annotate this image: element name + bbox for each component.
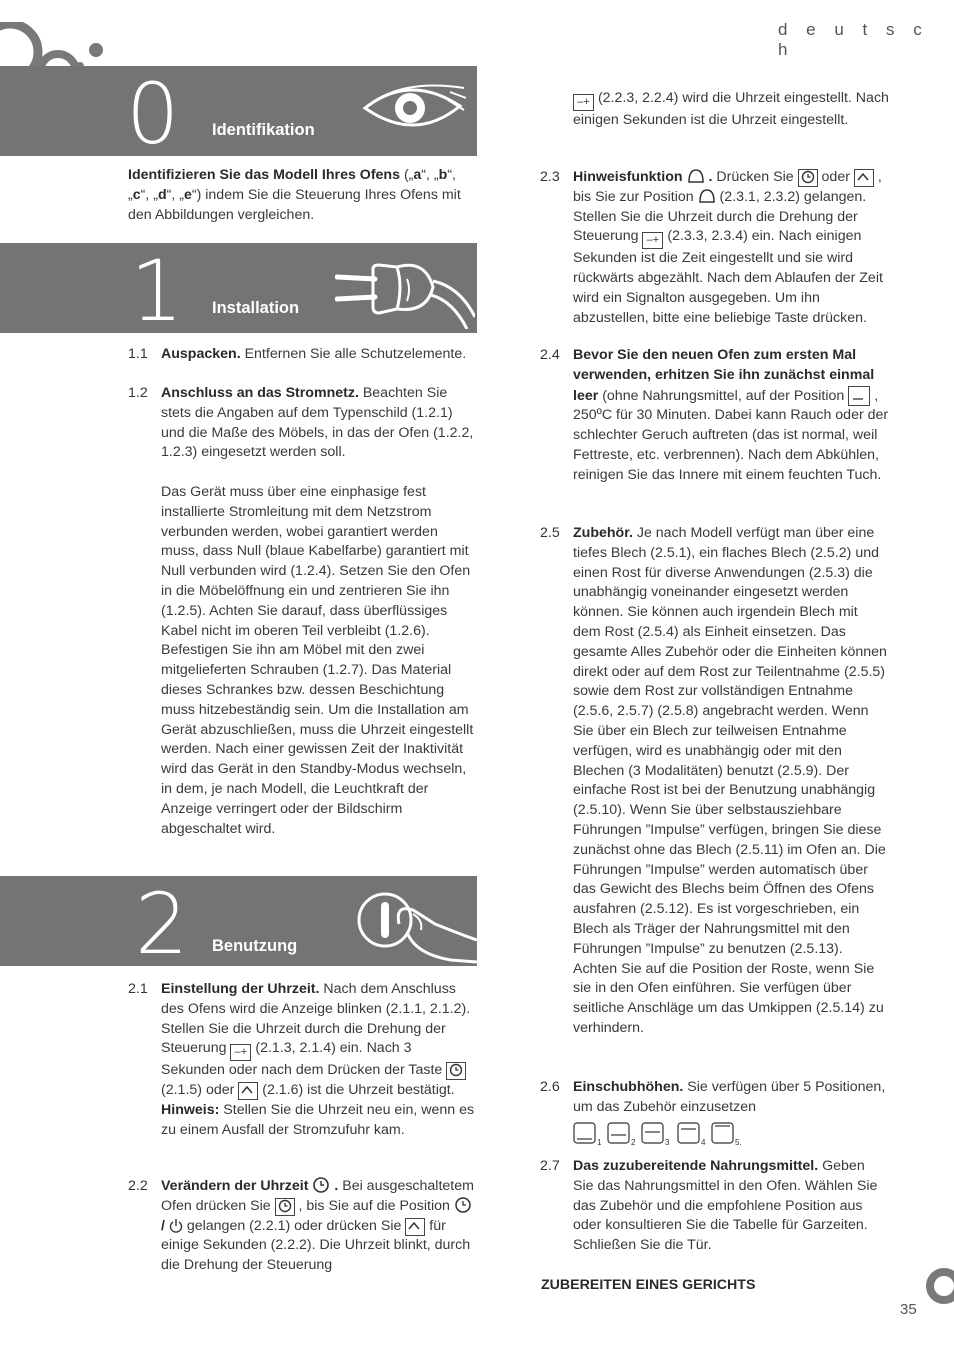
svg-text:5.: 5. [735, 1137, 742, 1147]
page-number: 35 [900, 1301, 917, 1318]
section-title: Identifikation [212, 121, 315, 139]
chevron-up-icon [238, 1082, 258, 1100]
clock-button-icon [798, 169, 818, 187]
decorative-ring-icon [920, 1267, 954, 1305]
eye-icon [360, 78, 470, 140]
section-band-identifikation [0, 65, 477, 163]
identifikation-text: Identifizieren Sie das Modell Ihres Ofens („a“, „b“, „c“, „d“, „e“) indem Sie die Steuerung Ihres Ofens mit den Abbildungen vergleichen. [128, 167, 461, 223]
svg-text:3: 3 [665, 1137, 670, 1147]
bell-icon [698, 188, 716, 204]
chevron-up-icon [405, 1218, 425, 1236]
section-band-benutzung [0, 875, 477, 973]
minus-plus-icon: –+ [642, 232, 663, 249]
power-icon [169, 1217, 183, 1233]
oven-mode-icon [848, 386, 870, 406]
section-title: Benutzung [212, 937, 298, 955]
svg-text:1: 1 [597, 1137, 602, 1147]
section-band-installation [0, 242, 477, 340]
decorative-circles-icon [0, 22, 110, 72]
chevron-up-icon [854, 169, 874, 187]
minus-plus-icon: –+ [230, 1044, 251, 1061]
clock-button-icon [446, 1062, 466, 1080]
knob-finger-icon [355, 884, 477, 966]
clock-icon [312, 1177, 330, 1193]
section-title: Installation [212, 299, 300, 317]
svg-text:2: 2 [631, 1137, 636, 1147]
svg-text:4: 4 [701, 1137, 706, 1147]
language-label: d e u t s c h [778, 20, 929, 59]
section-number: 0 [126, 65, 180, 163]
clock-icon [454, 1197, 472, 1213]
shelf-position-icons [573, 1121, 889, 1154]
section-number: 2 [135, 875, 189, 973]
section-number: 1 [130, 242, 184, 340]
subheading-zubereiten: ZUBEREITEN EINES GERICHTS [541, 1277, 756, 1293]
item-2-2-continued: –+ (2.2.3, 2.2.4) wird die Uhrzeit eingestellt. Nach einigen Sekunden ist die Uhrzeit eingestellt. [573, 90, 889, 128]
bell-icon [687, 168, 705, 184]
plug-icon [335, 257, 475, 329]
minus-plus-icon: –+ [573, 94, 594, 111]
clock-button-icon [275, 1198, 295, 1216]
